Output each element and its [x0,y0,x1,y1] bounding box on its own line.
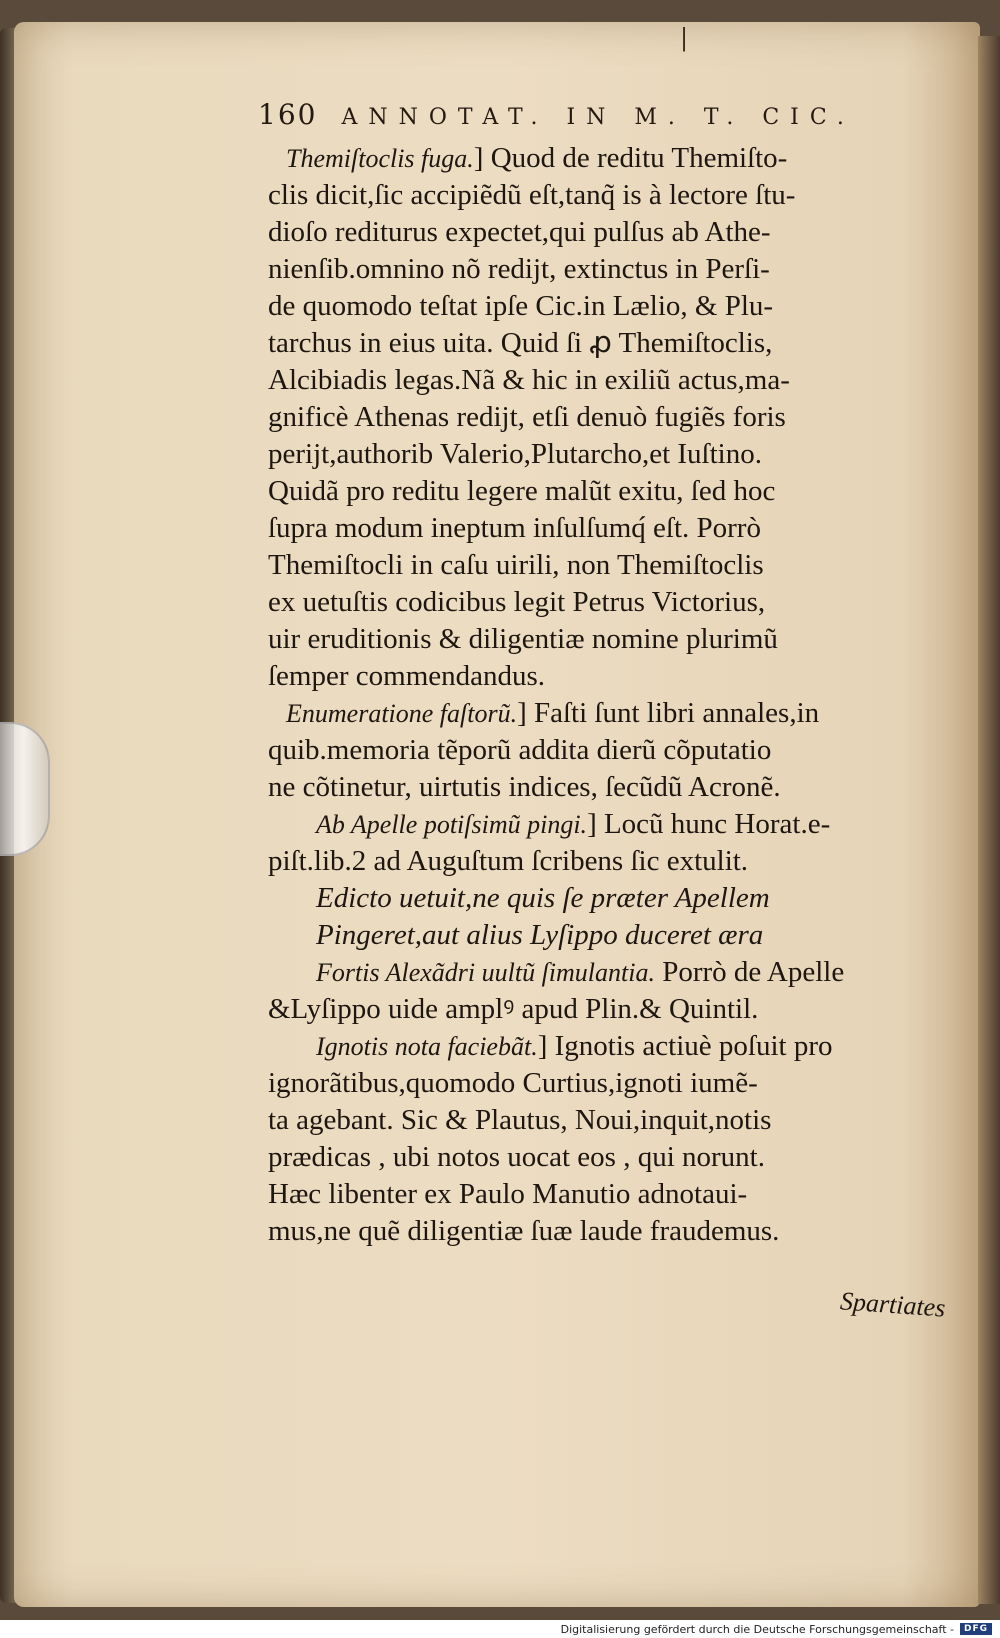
line-text: Quidã pro reditu legere malũt exitu, ſed hoc [268,475,776,507]
lemma: Fortis Alexãdri uultũ ſimulantia. [316,958,655,987]
text-line [268,1065,948,1102]
text-line [268,251,948,288]
text-line [268,1139,948,1176]
line-text: ex uetuſtis codicibus legit Petrus Victorius, [268,586,766,618]
line-text: dioſo rediturus expectet,qui pulſus ab Athe- [268,216,771,248]
text-line [268,1102,948,1139]
text-line [268,806,948,843]
text-line [268,214,948,251]
top-mark: | [680,24,689,52]
line-text: ta agebant. Sic & Plautus, Noui,inquit,notis [268,1104,772,1136]
line-text: ignorãtibus,quomodo Curtius,ignoti iumẽ- [268,1067,758,1099]
text-line [268,140,948,177]
book-edge-right [978,36,1000,1604]
line-text: ] Faſti ſunt libri annales,in [517,697,820,729]
lemma: Themiſtoclis fuga. [286,144,474,173]
text-line [268,769,948,806]
running-head [258,98,958,138]
text-line [268,695,948,732]
line-text: ſemper commendandus. [268,660,546,692]
line-text: ] Ignotis actiuè poſuit pro [537,1030,833,1062]
text-line [268,510,948,547]
line-text: Hæc libenter ex Paulo Manutio adnotaui- [268,1178,748,1210]
text-line [268,917,948,954]
text-line [268,880,948,917]
text-line [268,399,948,436]
line-text: uir eruditionis & diligentiæ nomine plurimũ [268,623,778,655]
lemma: Enumeratione faſtorũ. [286,699,518,728]
text-line [268,584,948,621]
footer-credit: Digitalisierung gefördert durch die Deutsche Forschungsgemeinschaft - [560,1622,954,1636]
line-text: Alcibiadis legas.Nã & hic in exiliũ actus,ma- [268,364,790,396]
line-text: ne cõtinetur, uirtutis indices, ſecũdũ Acronẽ. [268,771,781,803]
line-text: ] Locũ hunc Horat.e- [587,808,831,840]
text-line [268,325,948,362]
line-text: quib.memoria tẽporũ addita dierũ cõputatio [268,734,772,766]
text-line [268,177,948,214]
line-text: prædicas , ubi notos uocat eos , qui norunt. [268,1141,765,1173]
text-line [268,621,948,658]
lemma: Ignotis nota faciebãt. [316,1032,538,1061]
catchword: Spartiates [839,1286,947,1323]
text-line [268,732,948,769]
line-text: &Lyſippo uide amplꝰ apud Plin.& Quintil. [268,993,759,1025]
text-line [268,547,948,584]
line-text: ſupra modum ineptum inſulſumq́ eſt. Porrò [268,512,761,544]
text-line [268,288,948,325]
text-line [268,436,948,473]
line-text: ] Quod de reditu Themiſto- [473,142,788,174]
line-text: Themiſtocli in caſu uirili, non Themiſtoclis [268,549,764,581]
line-text: periјt,authorib Valerio,Plutarcho,et Iuſtino. [268,438,762,470]
text-line [268,658,948,695]
text-line [268,954,948,991]
text-block [268,140,948,1250]
line-text: tarchus in eius uita. Quid ſi ꝓ Themiſtoclis, [268,327,773,359]
dfg-logo: DFG [960,1623,992,1635]
line-text: Pingeret,aut alius Lyſippo duceret æra [316,919,764,951]
page-number: 160 [258,98,318,131]
line-text: gnificè Athenas rediјt, etſi denuò fugiẽs foris [268,401,786,433]
text-line [268,1176,948,1213]
line-text: mus,ne quẽ diligentiæ ſuæ laude fraudemus. [268,1215,780,1247]
line-text: Porrò de Apelle [654,956,845,988]
running-title: ANNOTAT. IN M. T. CIC. [341,105,855,130]
line-text: Edicto uetuit,ne quis ſe præter Apellem [316,882,770,914]
line-text: de quomodo teſtat ipſe Cic.in Lælio, & Plu- [268,290,774,322]
digitization-footer [0,1620,1000,1638]
page-clip [0,722,50,856]
text-line [268,843,948,880]
line-text: nienſib.omnino nõ rediјt, extinctus in Perſi- [268,253,770,285]
text-line [268,1028,948,1065]
line-text: piſt.lib.2 ad Auguſtum ſcribens ſic extulit. [268,845,749,877]
lemma: Ab Apelle potiſsimũ pingi. [316,810,588,839]
text-line [268,362,948,399]
text-line [268,991,948,1028]
line-text: clis dicit,ſic accipiẽdũ eſt,tanq̃ is à lectore ſtu- [268,179,796,211]
text-line [268,1213,948,1250]
text-line [268,473,948,510]
